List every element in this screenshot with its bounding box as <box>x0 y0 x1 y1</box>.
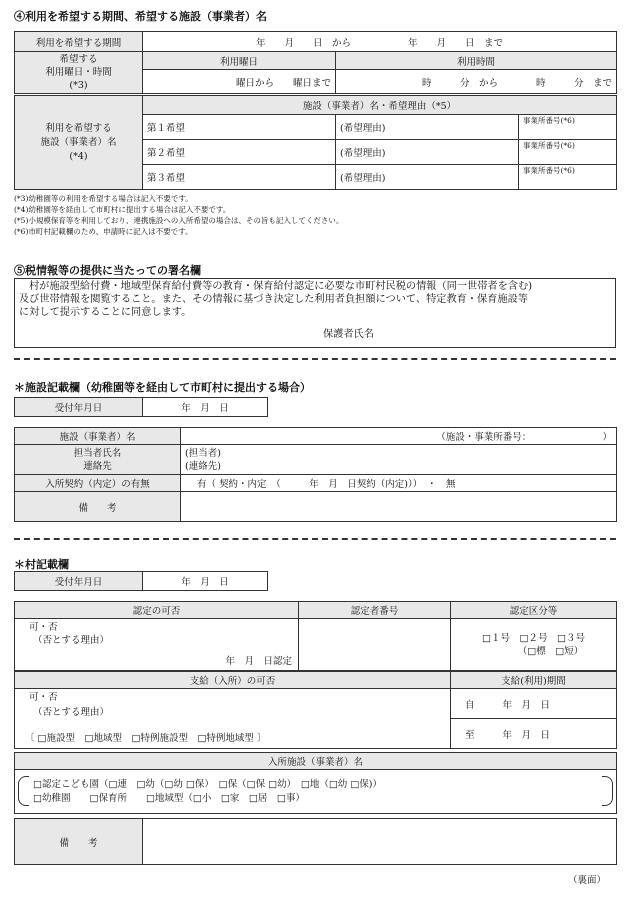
choice-code: 事業所番号(*6) <box>519 115 617 140</box>
period-from-field[interactable]: 自 年 月 日 <box>451 689 617 719</box>
choice-reason[interactable]: (希望理由) <box>336 140 519 165</box>
village-receipt-date-field[interactable]: 年 月 日 <box>143 572 268 591</box>
choice-rank: 第２希望 <box>143 140 336 165</box>
time-header: 利用時間 <box>336 52 617 70</box>
village-section-title: ＊村記載欄 <box>14 558 69 571</box>
facility-choice-table <box>14 95 617 190</box>
admission-table <box>14 752 617 814</box>
facility-remarks-label: 備 考 <box>15 492 181 522</box>
category-field[interactable]: □１号 □２号 □３号 （□標 □短） <box>451 619 617 671</box>
choice-reason[interactable]: (希望理由) <box>336 165 519 190</box>
choice-rank: 第１希望 <box>143 115 336 140</box>
period-label: 利用を希望する期間 <box>15 32 143 52</box>
facility-remarks-field[interactable] <box>181 492 617 522</box>
days-value-field[interactable]: 曜日から 曜日まで <box>143 70 336 94</box>
payment-type-options[interactable]: 〔 □施設型 □地域型 □特例施設型 □特例地域型 〕 <box>25 733 267 744</box>
days-time-label: 希望する 利用曜日・時間 (*3) <box>15 52 143 94</box>
admission-line-1[interactable]: □認定こども園（□連 □幼（□幼 □保） □保（□保 □幼） □地（□幼 □保)） <box>33 778 383 790</box>
divider-dashed <box>14 358 616 360</box>
section5-title: ⑤税情報等の提供に当たっての署名欄 <box>14 264 201 277</box>
facility-header: 施設（事業者）名・希望理由（*5） <box>143 96 617 115</box>
contract-label: 入所契約（内定）の有無 <box>15 475 181 492</box>
village-approval-table <box>14 601 617 671</box>
section4-notes <box>14 193 343 237</box>
approver-number-header: 認定者番号 <box>299 602 451 619</box>
facility-name-field[interactable]: （施設・事業所番号： ） <box>181 428 617 445</box>
approval-field[interactable]: 可・否 （否とする理由） 年 月 日認定 <box>15 619 299 671</box>
village-receipt-table <box>14 571 268 591</box>
approval-header: 認定の可否 <box>15 602 299 619</box>
choice-rank: 第３希望 <box>143 165 336 190</box>
choice-code: 事業所番号(*6) <box>519 165 617 190</box>
receipt-label: 受付年月日 <box>15 398 143 417</box>
choice-code: 事業所番号(*6) <box>519 140 617 165</box>
payment-field[interactable]: 可・否 （否とする理由） 〔 □施設型 □地域型 □特例施設型 □特例地域型 〕 <box>15 689 451 749</box>
note-3: (*3)幼稚園等の利用を希望する場合は記入不要です。 <box>14 194 193 203</box>
page-footer: （裏面） <box>567 875 606 886</box>
village-remarks-field[interactable] <box>143 819 617 865</box>
admission-header: 入所施設（事業者）名 <box>15 753 617 770</box>
note-6: (*6)市町村記載欄のため、申請時に記入は不要です。 <box>14 227 193 236</box>
village-receipt-label: 受付年月日 <box>15 572 143 591</box>
contract-field[interactable]: 有（ 契約・内定 （ 年 月 日契約（内定)）） ・ 無 <box>181 475 617 492</box>
facility-receipt-table <box>14 397 268 417</box>
category-header: 認定区分等 <box>451 602 617 619</box>
payment-header: 支給（入所）の可否 <box>15 672 451 689</box>
consent-line-3: に対して提示することに同意します。 <box>19 306 192 318</box>
village-remarks-label: 備 考 <box>15 819 143 865</box>
village-payment-table <box>14 671 617 749</box>
contact-field[interactable]: (担当者) (連絡先) <box>181 445 617 475</box>
consent-line-2: 及び世帯情報を閲覧すること。また、その情報に基づき決定した利用者負担額について、特定教育・保育施設等 <box>19 293 528 305</box>
note-4: (*4)幼稚園等を経由して市町村に提出する場合は記入不要です。 <box>14 205 231 214</box>
bracket-right <box>602 776 613 806</box>
note-5: (*5)小規模保育等を利用しており、連携施設への入所希望の場合は、その旨も記入してください。 <box>14 216 344 225</box>
facility-info-table <box>14 427 617 522</box>
divider-dashed <box>14 538 616 540</box>
choice-reason[interactable]: (希望理由) <box>336 115 519 140</box>
receipt-date-field[interactable]: 年 月 日 <box>143 398 268 417</box>
usage-period-table <box>14 31 617 94</box>
payment-period-header: 支給(利用)期間 <box>451 672 617 689</box>
period-value-field[interactable]: 年 月 日 から 年 月 日 まで <box>143 32 617 52</box>
time-value-field[interactable]: 時 分 から 時 分 まで <box>336 70 617 94</box>
consent-box <box>14 278 616 348</box>
bracket-left <box>18 776 29 806</box>
contact-label: 担当者氏名 連絡先 <box>15 445 181 475</box>
guardian-signature-field[interactable]: 保護者氏名 <box>323 329 374 340</box>
admission-options[interactable] <box>15 770 617 814</box>
admission-line-2[interactable]: □幼稚園 □保育所 □地域型（□小 □家 □居 □事） <box>33 792 305 804</box>
facility-label: 利用を希望する 施設（事業者）名 (*4) <box>15 96 143 190</box>
section4-title: ④利用を希望する期間、希望する施設（事業者）名 <box>14 10 267 23</box>
consent-line-1: 村が施設型給付費・地域型保育給付費等の教育・保育給付認定に必要な市町村民税の情報（同一世帯者を含む) <box>29 281 533 292</box>
facility-section-title: ＊施設記載欄（幼稚園等を経由して市町村に提出する場合） <box>14 381 311 394</box>
approval-yesno[interactable]: 可・否 <box>29 622 58 633</box>
days-header: 利用曜日 <box>143 52 336 70</box>
approver-number-field[interactable] <box>299 619 451 671</box>
facility-name-label: 施設（事業者）名 <box>15 428 181 445</box>
period-to-field[interactable]: 至 年 月 日 <box>451 719 617 749</box>
village-remarks-table <box>14 818 617 865</box>
